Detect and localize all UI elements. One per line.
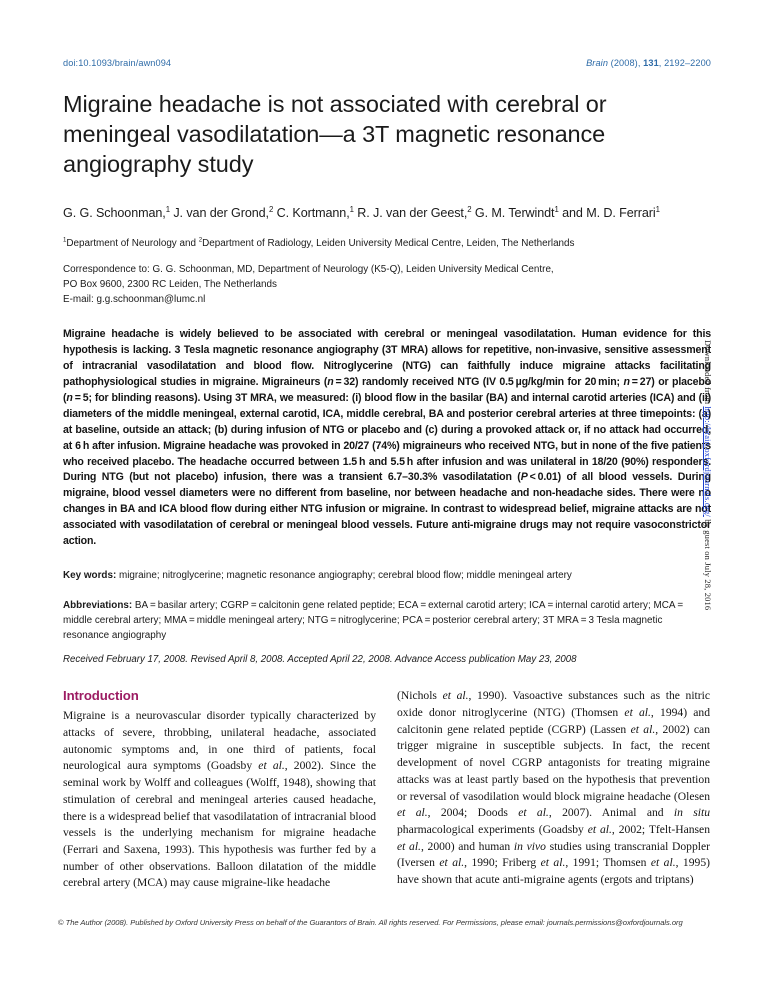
abbreviations-label: Abbreviations:: [63, 599, 133, 611]
doi-text: doi:10.1093/brain/awn094: [63, 58, 172, 68]
column-right: [397, 688, 710, 892]
keywords-value: migraine; nitroglycerine; magnetic resonance angiography; cerebral blood flow; middle meningeal artery: [116, 569, 572, 581]
abstract: Migraine headache is widely believed to be associated with cerebral or meningeal vasodilatation. Human evidence for this hypothesis is lacking. 3 Tesla magnetic resonance angiography (3T MRA) allows for repetitive, non-invasive, sensitive assessment of intracranial vasodilatation and blood flow. Nitroglycerine (NTG) can faithfully induce migraine attacks facilitating pathophysiological studies in migraine. Migraineurs (n = 32) randomly received NTG (IV 0.5 µg/kg/min for 20 min; n = 27) or placebo (n = 5; for blinding reasons). Using 3T MRA, we measured: (i) blood flow in the basilar (BA) and internal carotid arteries (ICA) and (ii) diameters of the middle meningeal, external carotid, ICA, middle cerebral, BA and posterior cerebral arteries at three timepoints: (a) at baseline, outside an attack; (b) during infusion of NTG or placebo and (c) during a provoked attack or, if no attack had occurred, at 6 h after infusion. Migraine headache was provoked in 20/27 (74%) migraineurs who received NTG, but in none of the five patients who received placebo. The headache occurred between 1.5 h and 5.5 h after infusion and was unilateral in 18/20 (90%) responders. During NTG (but not placebo) infusion, there was a transient 6.7–30.3% vasodilatation (P < 0.01) of all blood vessels. During migraine, blood vessel diameters were no different from baseline, nor between headache and non-headache sides. There were no changes in BA and ICA blood flow during either NTG infusion or migraine. In contrast to widespread belief, migraine attacks are not associated with vasodilatation of cerebral or meningeal blood vessels. Future anti-migraine drugs may not require vasoconstrictor action.: [63, 328, 712, 548]
section-heading-introduction: Introduction: [63, 688, 139, 704]
journal-volume: 131: [643, 58, 659, 68]
keywords: [63, 569, 711, 584]
journal-citation: [586, 58, 711, 68]
journal-name: Brain: [586, 58, 609, 68]
running-head: [63, 58, 711, 68]
download-stamp-prefix: Downloaded from: [703, 340, 712, 407]
correspondence-email: E-mail: g.g.schoonman@lumc.nl: [63, 293, 206, 305]
introduction-paragraph-left: Migraine is a neurovascular disorder typically characterized by attacks of severe, throbbing, unilateral headache, associated autonomic symptoms and, in one third of patients, focal neurological aura symptoms (Goadsby et al., 2002). Since the seminal work by Wolff and colleagues (Wolff, 1948), showing that stimulation of cerebral and meningeal arteries caused headache, there is a widespread belief that vasodilatation of intracranial blood vessels is the underlying mechanism for migraine headache (Ferrari and Saxena, 1993). This hypothesis was further fed by a number of other observations. Balloon dilatation of the middle cerebral artery (MCA) may cause migraine-like headache: [63, 709, 376, 890]
copyright-icon: ©: [58, 918, 64, 927]
article-title: Migraine headache is not associated with cerebral or meningeal vasodilatation—a 3T magnetic resonance angiography study: [63, 91, 607, 178]
abbreviations: [63, 599, 711, 644]
introduction-paragraph-right: (Nichols et al., 1990). Vasoactive substances such as the nitric oxide donor nitroglycerine (NTG) (Thomsen et al., 1994) and calcitonin gene related peptide (CGRP) (Lassen et al., 2002) can trigger migraine in susceptible subjects. In fact, the recent development of novel CGRP antagonists for treating migraine attacks was at least partly based on the hypothesis that prevention or reversal of vasodilation would block migraine headache (Olesen et al., 2004; Doods et al., 2007). Animal and in situ pharmacological experiments (Goadsby et al., 2002; Tfelt-Hansen et al., 2000) and human in vivo studies using transcranial Doppler (Iversen et al., 1990; Friberg et al., 1991; Thomsen et al., 1995) have shown that acute anti-migraine agents (ergots and triptans): [397, 689, 711, 886]
affiliations: $^1$Department of Neurology and $^2$Department of Radiology, Leiden University Medical Centre, Leiden, The Netherlands: [63, 236, 575, 250]
body-columns: [63, 688, 711, 892]
download-stamp: [703, 340, 712, 810]
correspondence-block: [63, 263, 711, 308]
column-left: [63, 688, 376, 892]
download-stamp-url[interactable]: http://brain.oxfordjournals.org/: [703, 406, 712, 517]
author-list: G. G. Schoonman,$^1$ J. van der Grond,$^2$ C. Kortmann,$^1$ R. J. van der Geest,$^2$ G. M. Terwindt$^1$ and M. D. Ferrari$^1$: [63, 205, 660, 221]
abbreviations-value: BA = basilar artery; CGRP = calcitonin gene related peptide; ECA = external carotid artery; ICA = internal carotid artery; MCA = middle cerebral artery; MMA = middle meningeal artery; NTG = nitroglycerine; PCA = posterior cerebral artery; 3T MRA = 3 Tesla magnetic resonance angiography: [63, 599, 686, 641]
correspondence-line-1: Correspondence to: G. G. Schoonman, MD, Department of Neurology (K5-Q), Leiden University Medical Centre,: [63, 263, 554, 275]
keywords-label: Key words:: [63, 569, 117, 581]
journal-year: (2008),: [608, 58, 644, 68]
copyright-text: The Author (2008). Published by Oxford University Press on behalf of the Guarantors of Brain. All rights reserved. For Permissions, please email: journals.permissions@oxfordjournals.org: [63, 918, 683, 927]
correspondence-line-2: PO Box 9600, 2300 RC Leiden, The Netherlands: [63, 278, 277, 290]
footer-copyright: [58, 918, 718, 927]
journal-pages: , 2192–2200: [658, 58, 711, 68]
received-dates: Received February 17, 2008. Revised April 8, 2008. Accepted April 22, 2008. Advance Access publication May 23, 2008: [63, 654, 577, 666]
download-stamp-suffix: by guest on July 28, 2016: [703, 516, 712, 611]
page-sheet: [63, 58, 711, 892]
